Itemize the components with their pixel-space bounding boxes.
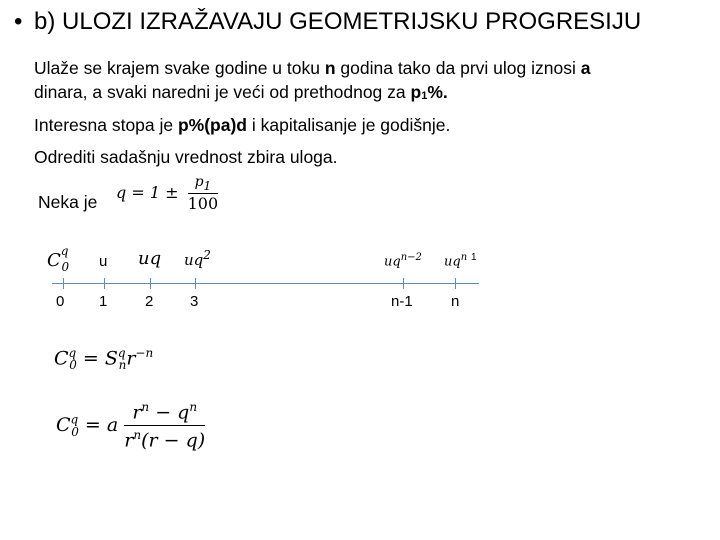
q-definition	[116, 174, 218, 213]
f2-den-sup: n	[133, 428, 142, 443]
f1-s-sub: n	[118, 358, 127, 373]
timeline-u: u	[99, 253, 108, 270]
q-lhs: q = 1 ±	[116, 182, 179, 202]
timeline-tick-n	[455, 278, 456, 289]
paragraph-3	[34, 113, 450, 137]
f2-c: C	[56, 413, 71, 436]
p3-text-c: i kapitalisanje je godišnje.	[247, 115, 451, 135]
p1-n: n	[324, 58, 336, 78]
q-num-sub: 1	[203, 178, 212, 193]
p1-text-b: godina tako da prvi ulog iznosi	[335, 58, 581, 78]
q-denominator: 100	[187, 193, 219, 213]
f1-c: C	[54, 347, 69, 370]
tl-c0-sub: 0	[61, 259, 70, 274]
definition-label: Neka je	[38, 192, 98, 212]
f2-num-sup: n	[141, 400, 150, 414]
bullet-marker: •	[14, 8, 23, 35]
timeline-tick-n-1	[403, 278, 404, 289]
f1-r-sup: −n	[135, 346, 154, 360]
tl-uqn-sup: n	[460, 252, 468, 263]
f1-c-sub: 0	[69, 358, 77, 373]
timeline-c0	[47, 244, 70, 274]
timeline-tick-2	[150, 278, 151, 289]
f2-num-r: r	[132, 401, 142, 424]
f2-num-mid: − q	[149, 401, 190, 424]
formula-present-value-sum	[54, 346, 153, 372]
tl-c0-letter: C	[47, 250, 61, 271]
f2-den-r: r	[124, 429, 134, 452]
f2-fraction	[124, 400, 205, 452]
p1-text-a: Ulaže se krajem svake godine u toku	[34, 58, 325, 78]
title-text: b) ULOZI IZRAŽAVAJU GEOMETRIJSKU PROGRESIJU	[34, 8, 642, 35]
f2-den-rest: (r − q)	[141, 429, 206, 452]
tl-uqn2-base: uq	[384, 254, 401, 270]
timeline-uqn2	[384, 252, 422, 269]
f1-c-sup: q	[68, 346, 77, 360]
f1-s: S	[104, 347, 118, 370]
tl-c0-sup: q	[60, 244, 69, 258]
paragraph-4	[34, 145, 338, 169]
p3-text-a: Interesna stopa je	[34, 115, 178, 135]
tick-label-3: 3	[190, 293, 199, 310]
formula-present-value-closed	[56, 400, 205, 452]
timeline-axis	[52, 283, 479, 284]
p2-pct: %.	[427, 82, 448, 102]
p4-text: Odrediti sadašnju vrednost zbira uloga.	[34, 147, 338, 167]
f2-numerator	[124, 400, 205, 426]
f2-denominator	[124, 426, 205, 451]
p2-p: p	[410, 82, 422, 102]
p2-text: dinara, a svaki naredni je veći od prethodnog za	[34, 82, 411, 102]
p3-rate: p%(pa)d	[177, 115, 248, 135]
f1-r: r	[126, 347, 136, 370]
tick-label-n: n	[451, 293, 460, 310]
timeline-tick-3	[195, 278, 196, 289]
q-fraction	[188, 174, 219, 213]
q-numerator	[188, 174, 219, 194]
tl-uqn-base: uq	[444, 254, 461, 270]
tl-uq2-base: uq	[184, 251, 204, 269]
q-num-p: p	[194, 174, 204, 190]
f2-eq-a: = a	[78, 413, 119, 436]
p2-sub: 1	[421, 90, 428, 102]
timeline-tick-1	[104, 278, 105, 289]
paragraph-2	[34, 80, 448, 108]
tick-label-n-1: n-1	[391, 293, 413, 310]
timeline-uqn	[444, 252, 467, 269]
f2-c-sub: 0	[71, 424, 79, 439]
f2-c-sup: q	[70, 412, 79, 427]
paragraph-1	[34, 56, 590, 80]
timeline-uq2	[184, 248, 211, 269]
f1-eq: =	[76, 347, 105, 370]
timeline-tick-0	[63, 278, 64, 289]
tl-uqn2-sup: n−2	[400, 252, 422, 263]
tick-label-0: 0	[56, 293, 65, 310]
f1-s-sup: q	[117, 346, 126, 360]
timeline-uq: uq	[138, 248, 162, 269]
tick-label-1: 1	[99, 293, 108, 310]
tl-uq2-sup: 2	[203, 248, 211, 262]
p1-a: a	[580, 58, 591, 78]
f2-num-sup2: n	[189, 400, 198, 414]
tick-label-2: 2	[145, 293, 154, 310]
timeline-trail: 1	[471, 252, 477, 263]
slide-title	[14, 8, 641, 36]
